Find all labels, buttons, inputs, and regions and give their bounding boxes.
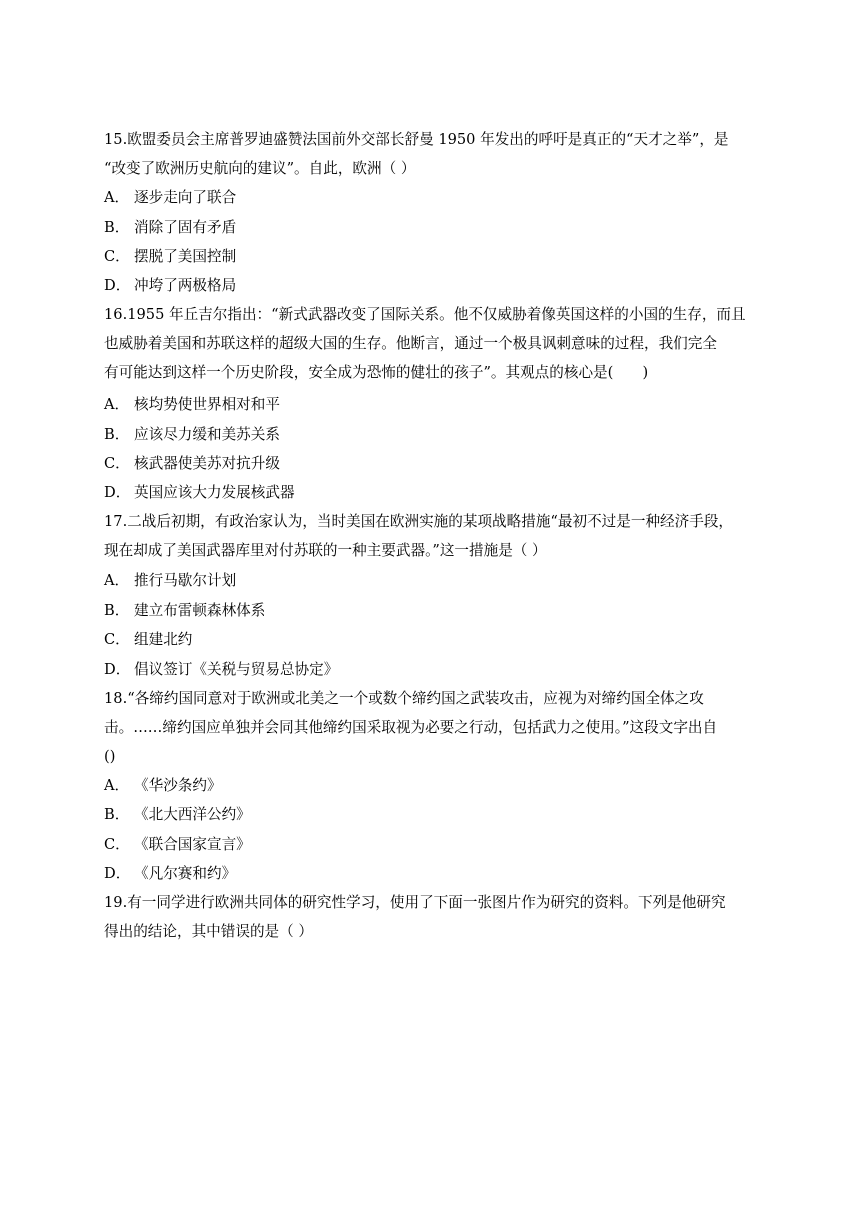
option-text: 摆脱了美国控制	[134, 248, 237, 265]
q16-option-b	[104, 425, 280, 445]
option-letter: D．	[104, 277, 131, 294]
option-text: 推行马歇尔计划	[134, 572, 237, 589]
option-text: 《北大西洋公约》	[134, 806, 251, 823]
q15-option-c	[104, 247, 236, 267]
q16-option-a	[104, 395, 280, 415]
option-text: 组建北约	[134, 631, 193, 648]
q18-stem-line-1: 18.“各缔约国同意对于欧洲或北美之一个或数个缔约国之武装攻击，应视为对缔约国全体之攻	[104, 690, 704, 707]
option-letter: B．	[104, 602, 130, 619]
q16-option-c	[104, 454, 280, 474]
option-letter: D．	[104, 661, 131, 678]
option-letter: A．	[104, 572, 130, 589]
option-text: 消除了固有矛盾	[134, 219, 237, 236]
option-text: 核武器使美苏对抗升级	[134, 455, 280, 472]
q17-option-b	[104, 601, 265, 621]
q17-option-a	[104, 571, 236, 591]
option-text: 冲垮了两极格局	[134, 277, 237, 294]
q15-stem-line-2: “改变了欧洲历史航向的建议”。自此，欧洲（ ）	[104, 160, 416, 177]
q16-option-d	[104, 483, 295, 503]
option-letter: A．	[104, 189, 130, 206]
q18-option-b	[104, 805, 251, 825]
option-text: 逐步走向了联合	[134, 189, 237, 206]
option-text: 应该尽力缓和美苏关系	[134, 426, 280, 443]
q15-option-d	[104, 276, 236, 296]
q18-option-a	[104, 776, 222, 796]
option-letter: C．	[104, 836, 130, 853]
option-letter: C．	[104, 248, 130, 265]
option-text: 《联合国家宣言》	[134, 836, 251, 853]
q16-stem-line-2: 也威胁着美国和苏联这样的超级大国的生存。他断言，通过一个极具讽刺意味的过程，我们完全	[104, 335, 717, 352]
option-letter: B．	[104, 806, 130, 823]
option-letter: D．	[104, 865, 131, 882]
q16-stem-line-3: 有可能达到这样一个历史阶段，安全成为恐怖的健壮的孩子”。其观点的核心是( )	[104, 364, 649, 381]
option-letter: D．	[104, 484, 131, 501]
option-letter: B．	[104, 219, 130, 236]
q18-option-c	[104, 835, 251, 855]
option-letter: C．	[104, 455, 130, 472]
option-text: 核均势使世界相对和平	[134, 396, 280, 413]
q17-option-c	[104, 630, 192, 650]
q15-option-b	[104, 218, 236, 238]
q19-stem-line-2: 得出的结论，其中错误的是（ ）	[104, 923, 313, 940]
option-letter: A．	[104, 777, 130, 794]
q17-stem-line-2: 现在却成了美国武器库里对付苏联的一种主要武器。”这一措施是（ ）	[104, 542, 547, 559]
option-text: 倡议签订《关税与贸易总协定》	[134, 661, 339, 678]
q15-stem-line-1: 15.欧盟委员会主席普罗迪盛赞法国前外交部长舒曼 1950 年发出的呼吁是真正的“天才之举”，是	[104, 131, 729, 148]
q17-option-d	[104, 660, 338, 680]
q15-option-a	[104, 188, 236, 208]
option-text: 建立布雷顿森林体系	[134, 602, 266, 619]
option-text: 《华沙条约》	[134, 777, 222, 794]
option-text: 《凡尔赛和约》	[134, 865, 237, 882]
q18-stem-line-2: 击。……缔约国应单独并会同其他缔约国采取视为必要之行动，包括武力之使用。”这段文字出自	[104, 719, 718, 736]
option-letter: A．	[104, 396, 130, 413]
q18-option-d	[104, 864, 236, 884]
q19-stem-line-1: 19.有一同学进行欧洲共同体的研究性学习，使用了下面一张图片作为研究的资料。下列是他研究	[104, 894, 726, 911]
option-letter: B．	[104, 426, 130, 443]
q18-stem-line-3: ()	[104, 748, 116, 765]
option-text: 英国应该大力发展核武器	[134, 484, 295, 501]
q16-stem-line-1: 16.1955 年丘吉尔指出：“新式武器改变了国际关系。他不仅威胁着像英国这样的小国的生存，而且	[104, 306, 746, 323]
q17-stem-line-1: 17.二战后初期，有政治家认为，当时美国在欧洲实施的某项战略措施“最初不过是一种经济手段，	[104, 513, 734, 530]
option-letter: C．	[104, 631, 130, 648]
